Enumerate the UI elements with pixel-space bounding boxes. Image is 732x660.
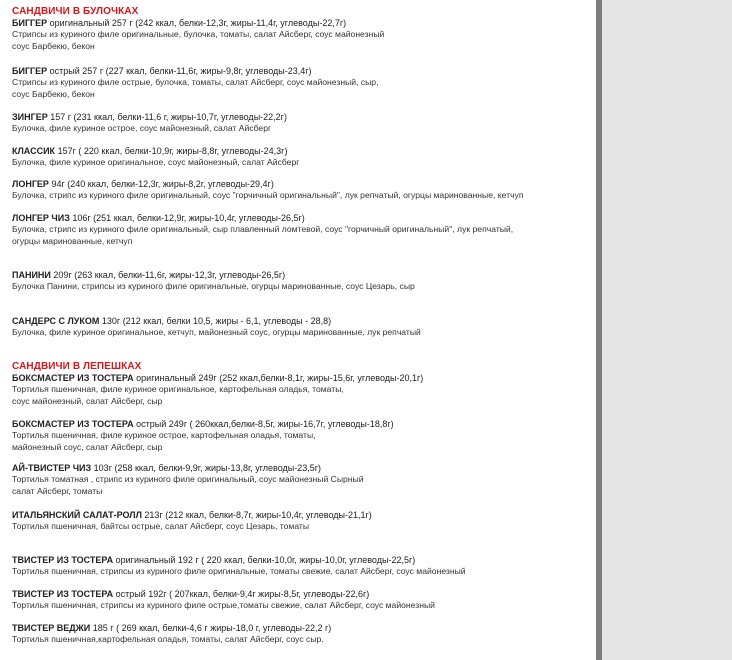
item-description: Стрипсы из куриного филе острые, булочка, томаты, салат Айсберг, соус майонезный, сыр, [12, 77, 379, 87]
menu-item-i-twister-cheese [12, 462, 592, 497]
menu-item-panini [12, 269, 592, 293]
menu-item-zinger [12, 111, 592, 135]
item-details: острый 192г ( 207ккал, белки-9,4г жиры-8,5г, углеводы-22,6г) [115, 589, 370, 599]
item-details: 106г (251 ккал, белки-12,9г, жиры-10,4г, углеводы-26,5г) [72, 213, 305, 223]
menu-item-bigger-spicy [12, 65, 592, 100]
item-description: Стрипсы из куриного филе оригинальные, булочка, томаты, салат Айсберг, соус майонезный [12, 29, 385, 39]
item-name: ТВИСТЕР ИЗ ТОСТЕРА [12, 589, 114, 599]
item-details: 103г (258 ккал, белки-9,9г, жиры-13,8г, углеводы-23,5г) [93, 463, 322, 473]
item-name: БОКСМАСТЕР ИЗ ТОСТЕРА [12, 419, 134, 429]
menu-item-sanders-onion [12, 315, 592, 339]
item-details: 94г (240 ккал, белки-12,3г, жиры-8,2г, углеводы-29,4г) [51, 179, 274, 189]
item-description: Тортилья пшеничная,картофельная оладья, томаты, салат Айсберг, соус сыр. [12, 634, 324, 644]
item-description: Булочка, филе куриное оригинальное, кетчуп, майонезный соус, огурцы маринованные, лук репчатый [12, 327, 421, 337]
item-description: Тортилья пшеничная, стрипсы из куриного филе оригинальные, томаты свежие, салат Айсберг, соус майонезный [12, 566, 466, 576]
item-details: 213г (212 ккал, белки-8,7г, жиры-10,4г, углеводы-21,1г) [144, 510, 372, 520]
menu-item-twister-spicy [12, 588, 592, 612]
menu-item-twister-original [12, 554, 592, 578]
item-description: Булочка, стрипс из куриного филе оригинальный, сыр плавленный ломтевой, соус "горчичный оригинальный", лук репчатый, [12, 224, 514, 234]
item-details: 209г (263 ккал, белки-11,6г, жиры-12,3г, углеводы-26,5г) [53, 270, 286, 280]
item-name: БИГГЕР [12, 66, 48, 76]
item-name: ИТАЛЬЯНСКИЙ САЛАТ-РОЛЛ [12, 510, 142, 520]
item-description: Тортилья пшеничная, стрипсы из куриного филе острые,томаты свежие, салат Айсберг, соус майонезный [12, 600, 435, 610]
item-description: Тортилья пшеничная, филе куриное оригинальное, картофельная оладья, томаты, [12, 384, 344, 394]
item-description: Булочка, стрипс из куриного филе оригинальный, соус "горчичный оригинальный", лук репчатый, огурцы маринованные, кетчуп [12, 190, 524, 200]
menu-item-twister-veggie [12, 622, 592, 646]
item-name: САНДЕРС С ЛУКОМ [12, 316, 100, 326]
item-description: Булочка, филе куриное острое, соус майонезный, салат Айсберг [12, 123, 272, 133]
item-description: Тортилья пшеничная, филе куриное острое, картофельная оладья, томаты, [12, 430, 316, 440]
menu-item-boxmaster-spicy [12, 418, 592, 453]
menu-item-italian-salad-roll [12, 509, 592, 533]
item-description: Булочка, филе куриное оригинальное, соус майонезный, салат Айсберг [12, 157, 300, 167]
item-description: салат Айсберг, томаты [12, 485, 103, 496]
item-description: огурцы маринованные, кетчуп [12, 235, 133, 246]
item-name: ЗИНГЕР [12, 112, 48, 122]
price-column-background [602, 0, 732, 660]
item-details: 185 г ( 269 ккал, белки-4,6 г жиры-18,0 г, углеводы-22,2 г) [92, 623, 332, 633]
item-name: ЛОНГЕР ЧИЗ [12, 213, 70, 223]
menu-item-classic [12, 145, 592, 169]
item-name: ТВИСТЕР ИЗ ТОСТЕРА [12, 555, 114, 565]
item-details: оригинальный 257 г (242 ккал, белки-12,3г, жиры-11,4г, углеводы-22,7г) [49, 18, 347, 28]
item-name: ПАНИНИ [12, 270, 51, 280]
menu-item-longer-cheese [12, 212, 592, 247]
item-details: острый 249г ( 260ккал,белки-8,5г, жиры-16,7г, углеводы-18,8г) [136, 419, 394, 429]
item-details: оригинальный 192 г ( 220 ккал, белки-10,0г, жиры-10,0г, углеводы-22,5г) [115, 555, 416, 565]
item-details: 157г ( 220 ккал, белки-10,9г, жиры-8,8г, углеводы-24,3г) [57, 146, 288, 156]
item-description: соус Барбекю, бекон [12, 40, 95, 51]
item-name: АЙ-ТВИСТЕР ЧИЗ [12, 463, 92, 473]
item-details: острый 257 г (227 ккал, белки-11,6г, жиры-9,8г, углеводы-23,4г) [49, 66, 312, 76]
menu-item-boxmaster-original [12, 372, 592, 407]
item-name: ТВИСТЕР ВЕДЖИ [12, 623, 91, 633]
item-details: 157 г (231 ккал, белки-11,6 г, жиры-10,7г, углеводы-22,2г) [50, 112, 287, 122]
item-description: Тортилья томатная , стрипс из куриного филе оригинальный, соус майонезный Сырный [12, 474, 364, 484]
item-name: КЛАССИК [12, 146, 56, 156]
menu-item-bigger-original [12, 17, 592, 52]
section-title-flatbreads: САНДВИЧИ В ЛЕПЕШКАХ [12, 361, 142, 372]
item-details: 130г (212 ккал, белки 10,5, жиры - 6,1, углеводы - 28,8) [101, 316, 332, 326]
item-details: оригинальный 249г (252 ккал,белки-8,1г, жиры-15,6г, углеводы-20,1г) [136, 373, 424, 383]
section-title-buns: САНДВИЧИ В БУЛОЧКАХ [12, 6, 139, 17]
item-description: соус майонезный, салат Айсберг, сыр [12, 395, 163, 406]
menu-item-longer [12, 178, 592, 202]
item-name: ЛОНГЕР [12, 179, 49, 189]
item-description: Булочка Панини, стрипсы из куриного филе оригинальные, огурцы маринованные, соус Цезарь, сыр [12, 281, 415, 291]
item-description: майонезный соус, салат Айсберг, сыр [12, 441, 163, 452]
item-name: БИГГЕР [12, 18, 48, 28]
item-description: соус Барбекю, бекон [12, 88, 95, 99]
item-name: БОКСМАСТЕР ИЗ ТОСТЕРА [12, 373, 134, 383]
item-description: Тортилья пшеничная, байтсы острые, салат Айсберг, соус Цезарь, томаты [12, 521, 310, 531]
